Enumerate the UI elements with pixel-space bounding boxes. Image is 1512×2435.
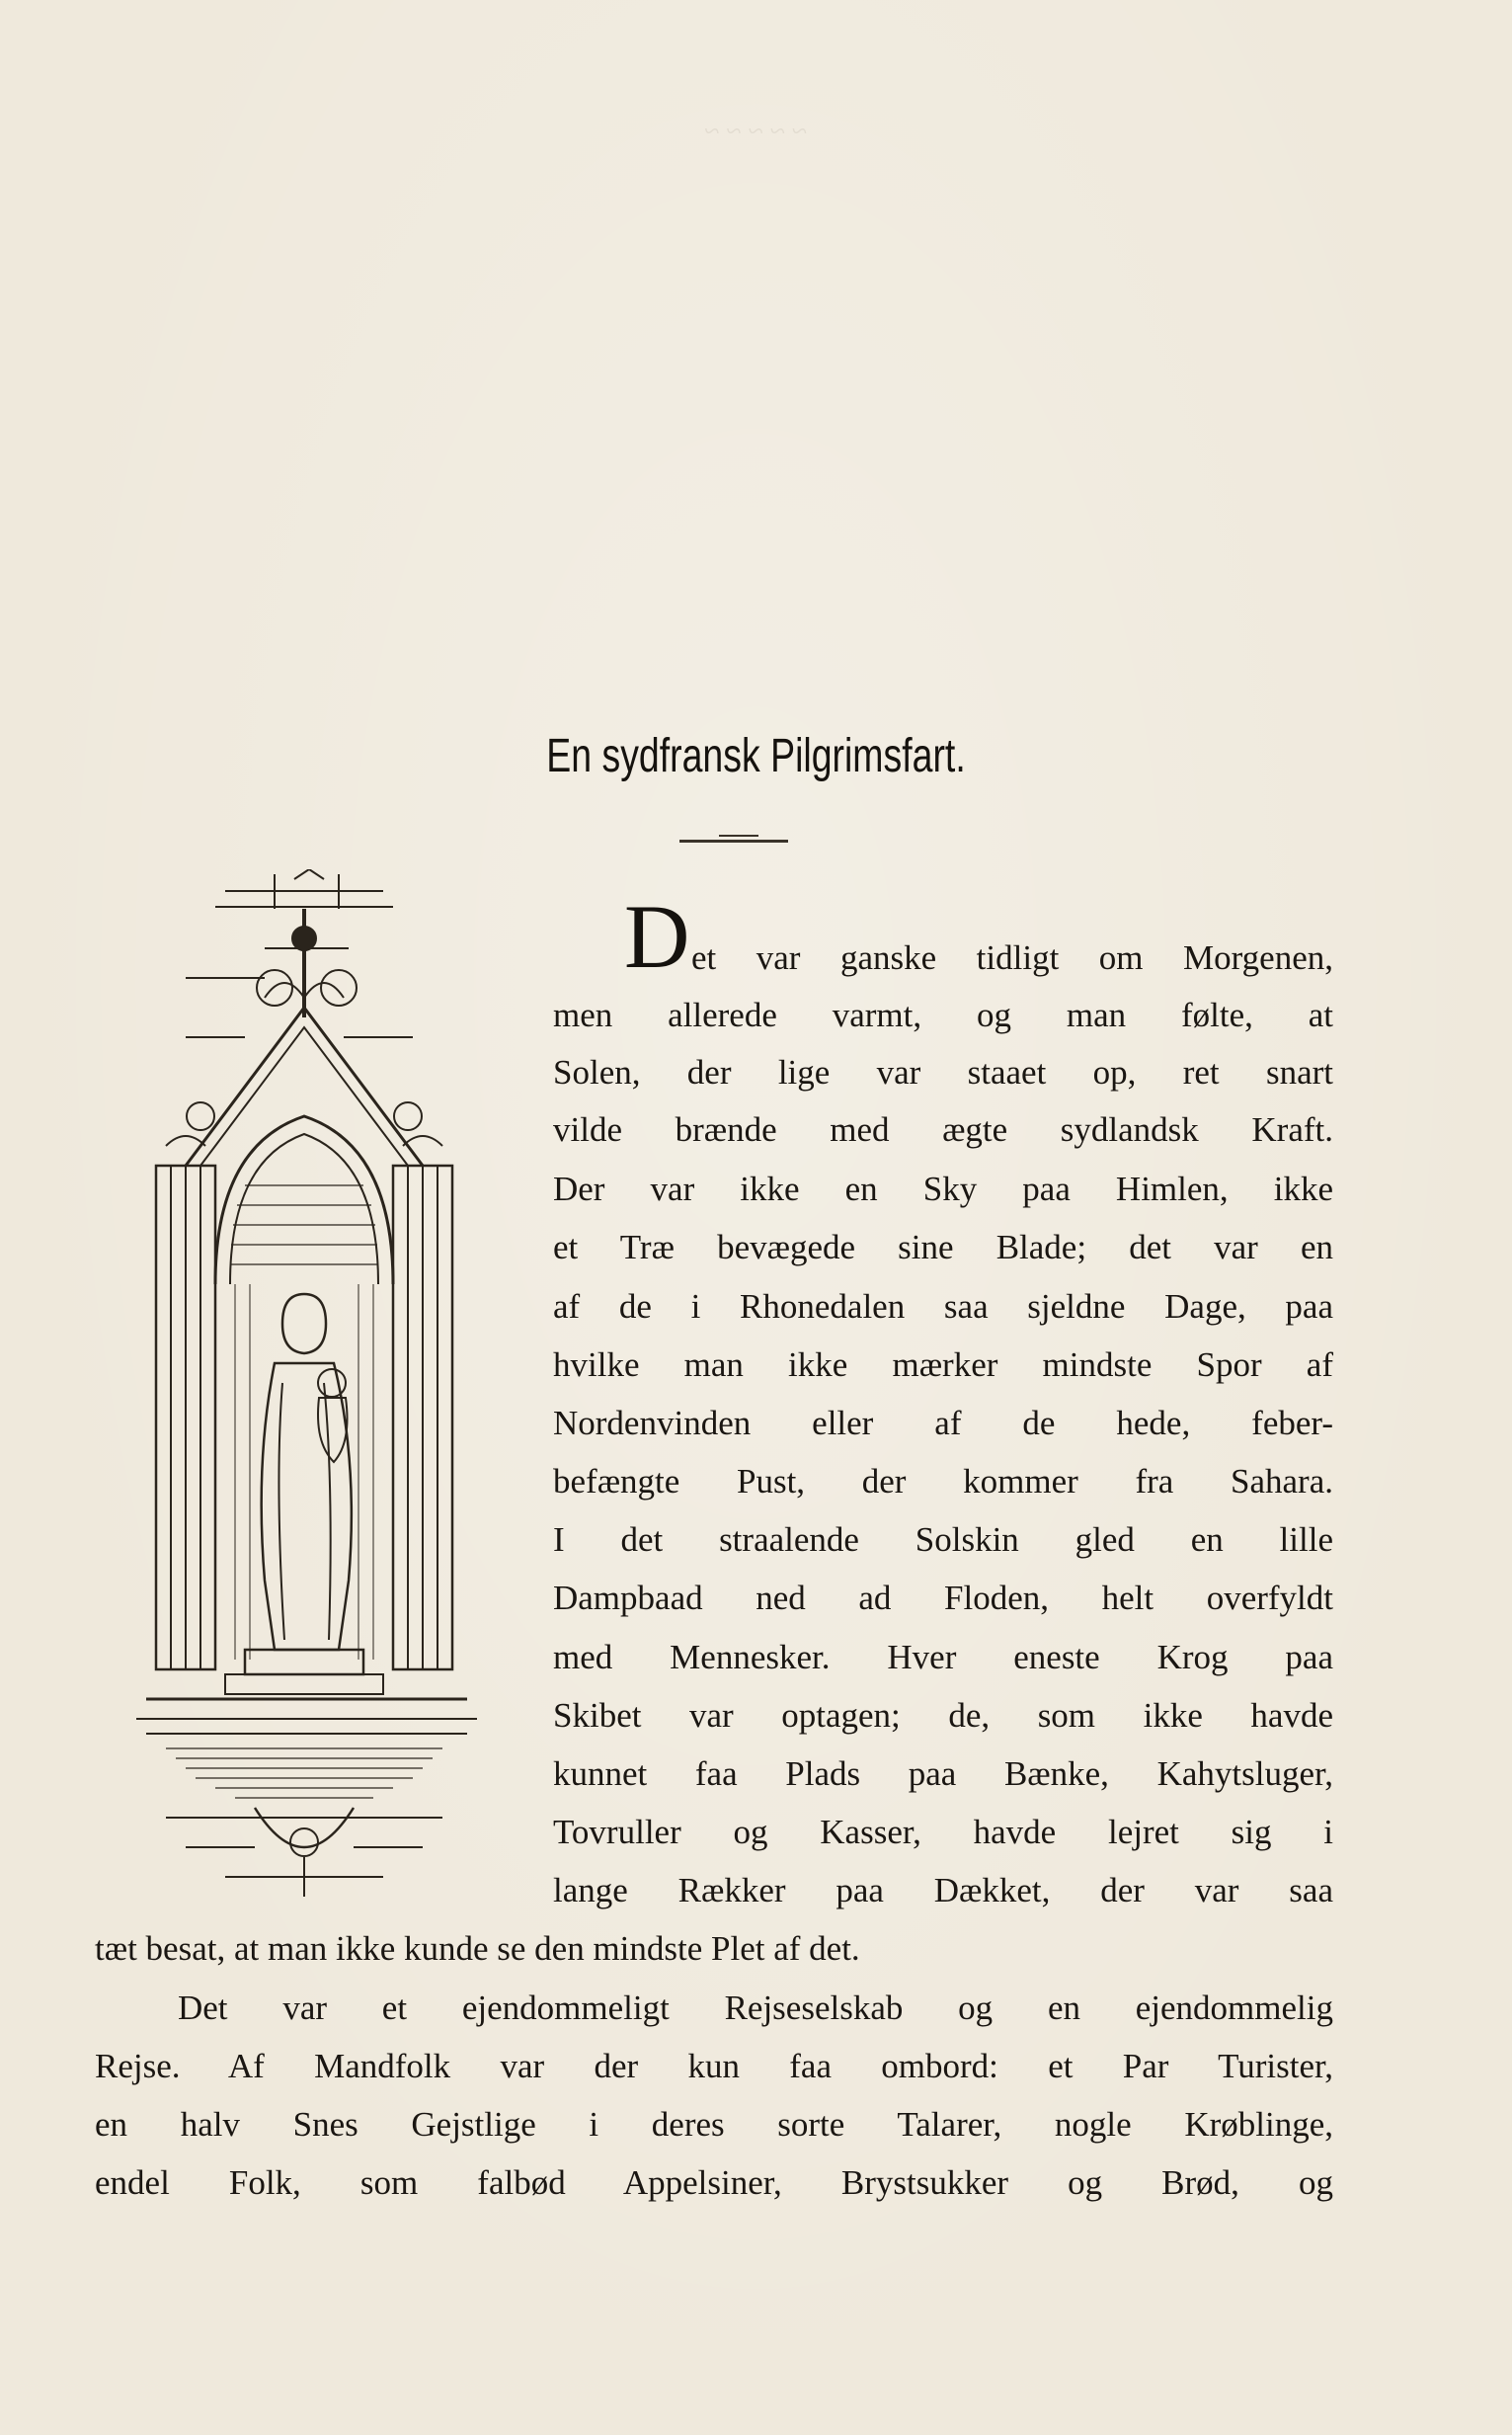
drop-cap: D bbox=[624, 886, 690, 987]
text-line: en halv Snes Gejstlige i deres sorte Talarer, nogle Krøblinge, bbox=[95, 2105, 1333, 2144]
text-line: Det var et ejendommeligt Rejseselskab og en ejendommelig bbox=[178, 1989, 1333, 2027]
text-line: med Mennesker. Hver eneste Krog paa bbox=[553, 1638, 1333, 1676]
text-line: Der var ikke en Sky paa Himlen, ikke bbox=[553, 1170, 1333, 1208]
title-ornament-rule bbox=[679, 840, 788, 843]
text-line: befængte Pust, der kommer fra Sahara. bbox=[553, 1462, 1333, 1501]
text-line: hvilke man ikke mærker mindste Spor af bbox=[553, 1345, 1333, 1384]
text-line: Tovruller og Kasser, havde lejret sig i bbox=[553, 1813, 1333, 1851]
text-line: endel Folk, som falbød Appelsiner, Brystsukker og Brød, og bbox=[95, 2163, 1333, 2202]
text-line: et Træ bevægede sine Blade; det var en bbox=[553, 1228, 1333, 1266]
text-line: men allerede varmt, og man følte, at bbox=[553, 996, 1333, 1034]
title-ornament-top bbox=[719, 835, 758, 837]
show-through-header: ~ ~ ~ ~ ~ bbox=[704, 117, 808, 147]
text-line: Rejse. Af Mandfolk var der kun faa ombord: et Par Turister, bbox=[95, 2047, 1333, 2085]
text-line: Nordenvinden eller af de hede, feber- bbox=[553, 1404, 1333, 1442]
text-line: I det straalende Solskin gled en lille bbox=[553, 1520, 1333, 1559]
text-line: lange Rækker paa Dækket, der var saa bbox=[553, 1871, 1333, 1909]
text-line: tæt besat, at man ikke kunde se den mindste Plet af det. bbox=[95, 1929, 860, 1968]
text-line: et var ganske tidligt om Morgenen, bbox=[691, 938, 1333, 977]
text-line: Solen, der lige var staaet op, ret snart bbox=[553, 1053, 1333, 1092]
text-line: af de i Rhonedalen saa sjeldne Dage, paa bbox=[553, 1287, 1333, 1326]
text-line: Dampbaad ned ad Floden, helt overfyldt bbox=[553, 1579, 1333, 1617]
madonna-niche-illustration bbox=[126, 869, 502, 1902]
text-line: kunnet faa Plads paa Bænke, Kahytsluger, bbox=[553, 1754, 1333, 1793]
chapter-title: En sydfransk Pilgrimsfart. bbox=[546, 730, 966, 782]
text-line: vilde brænde med ægte sydlandsk Kraft. bbox=[553, 1110, 1333, 1149]
text-line: Skibet var optagen; de, som ikke havde bbox=[553, 1696, 1333, 1735]
